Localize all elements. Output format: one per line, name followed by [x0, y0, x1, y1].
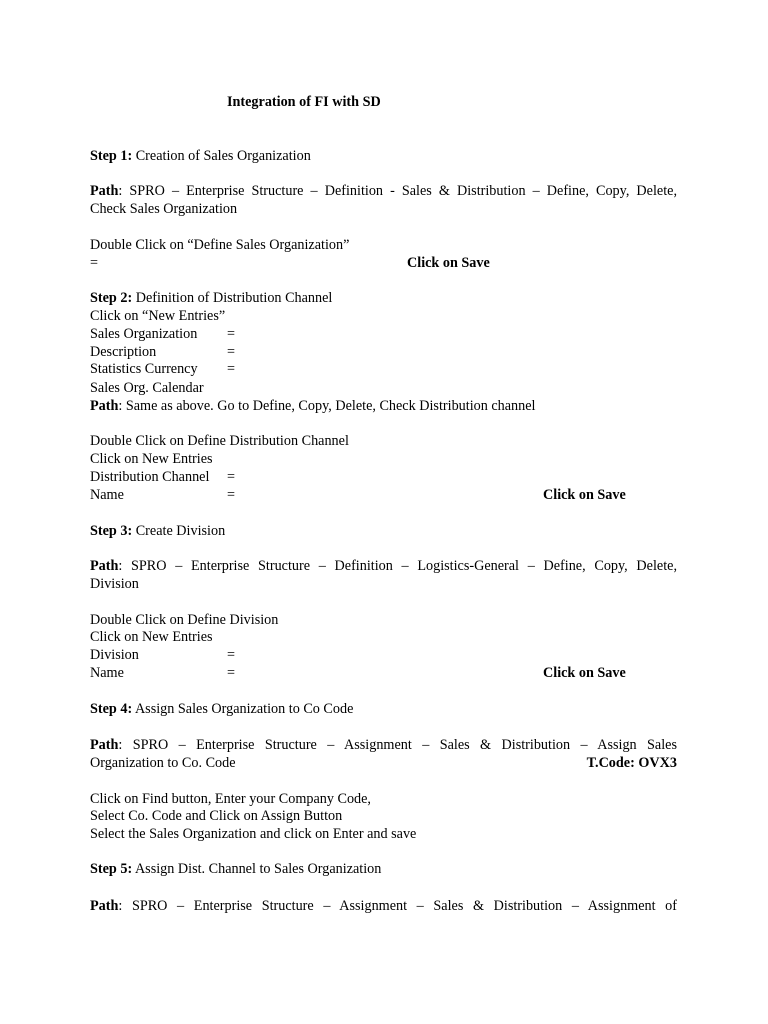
step-1-save: Click on Save: [407, 255, 490, 271]
field-label: Sales Org. Calendar: [90, 380, 204, 396]
step-1-path-line-1: [90, 183, 677, 200]
equals-sign: =: [227, 326, 236, 342]
step-2-instruction-1: Double Click on Define Distribution Channel: [90, 433, 349, 449]
field-label: Description: [90, 344, 157, 360]
path-label: Path: [90, 898, 119, 914]
equals-sign: =: [227, 361, 236, 377]
step-2-path-text: : Same as above. Go to Define, Copy, Delete, Check Distribution channel: [118, 398, 536, 414]
step-5-heading: [90, 861, 381, 878]
step-4-instruction-1: Click on Find button, Enter your Company Code,: [90, 791, 371, 807]
path-label: Path: [90, 183, 119, 199]
equals-sign: =: [227, 344, 236, 360]
step-4-instruction-3: Select the Sales Organization and click on Enter and save: [90, 826, 417, 842]
step-2-text: Definition of Distribution Channel: [135, 290, 333, 306]
field-label: Name: [90, 487, 124, 503]
step-5-label: Step 5:: [90, 861, 133, 877]
step-4-instruction-2: Select Co. Code and Click on Assign Button: [90, 808, 343, 824]
step-4-path-text: : SPRO – Enterprise Structure – Assignment – Sales & Distribution – Assign Sales: [118, 737, 677, 753]
step-1-heading: [90, 148, 311, 165]
equals-sign: =: [227, 469, 236, 485]
step-4-text: Assign Sales Organization to Co Code: [134, 701, 354, 717]
step-1-path-text: : SPRO – Enterprise Structure – Definition - Sales & Distribution – Define, Copy, Delete,: [118, 183, 677, 199]
field-label: Distribution Channel: [90, 469, 210, 485]
equals-sign: =: [227, 487, 236, 503]
step-3-label: Step 3:: [90, 523, 133, 539]
step-2-heading: [90, 290, 332, 307]
field-label: Statistics Currency: [90, 361, 198, 377]
step-3-instruction-1: Double Click on Define Division: [90, 612, 279, 628]
step-4-path-line-2: Organization to Co. Code: [90, 755, 236, 771]
path-label: Path: [90, 737, 119, 753]
equals-sign: =: [90, 255, 99, 271]
step-5-path-text: : SPRO – Enterprise Structure – Assignment – Sales & Distribution – Assignment of: [118, 898, 677, 914]
step-4-heading: [90, 701, 353, 718]
step-4-path-line-1: [90, 737, 677, 754]
step-2-label: Step 2:: [90, 290, 133, 306]
path-label: Path: [90, 398, 119, 414]
step-5-path-line-1: [90, 898, 677, 915]
step-1-label: Step 1:: [90, 148, 133, 164]
step-3-path-text: : SPRO – Enterprise Structure – Definition – Logistics-General – Define, Copy, Delete,: [118, 558, 677, 574]
field-label: Sales Organization: [90, 326, 198, 342]
step-2-path: [90, 398, 536, 415]
field-label: Name: [90, 665, 124, 681]
equals-sign: =: [227, 665, 236, 681]
step-4-tcode: T.Code: OVX3: [586, 755, 677, 771]
page-title: Integration of FI with SD: [227, 94, 381, 110]
step-3-path-line-1: [90, 558, 677, 575]
path-label: Path: [90, 558, 119, 574]
step-5-text: Assign Dist. Channel to Sales Organization: [134, 861, 382, 877]
step-2-save: Click on Save: [543, 487, 626, 503]
step-3-path-line-2: Division: [90, 576, 139, 592]
step-4-label: Step 4:: [90, 701, 133, 717]
step-1-path-line-2: Check Sales Organization: [90, 201, 238, 217]
step-3-heading: [90, 523, 225, 540]
field-label: Division: [90, 647, 139, 663]
step-2-new-entries: Click on “New Entries”: [90, 308, 226, 324]
step-2-instruction-2: Click on New Entries: [90, 451, 213, 467]
step-1-instruction: Double Click on “Define Sales Organization”: [90, 237, 350, 253]
step-3-text: Create Division: [135, 523, 226, 539]
step-3-save: Click on Save: [543, 665, 626, 681]
step-3-instruction-2: Click on New Entries: [90, 629, 213, 645]
step-1-text: Creation of Sales Organization: [135, 148, 311, 164]
equals-sign: =: [227, 647, 236, 663]
